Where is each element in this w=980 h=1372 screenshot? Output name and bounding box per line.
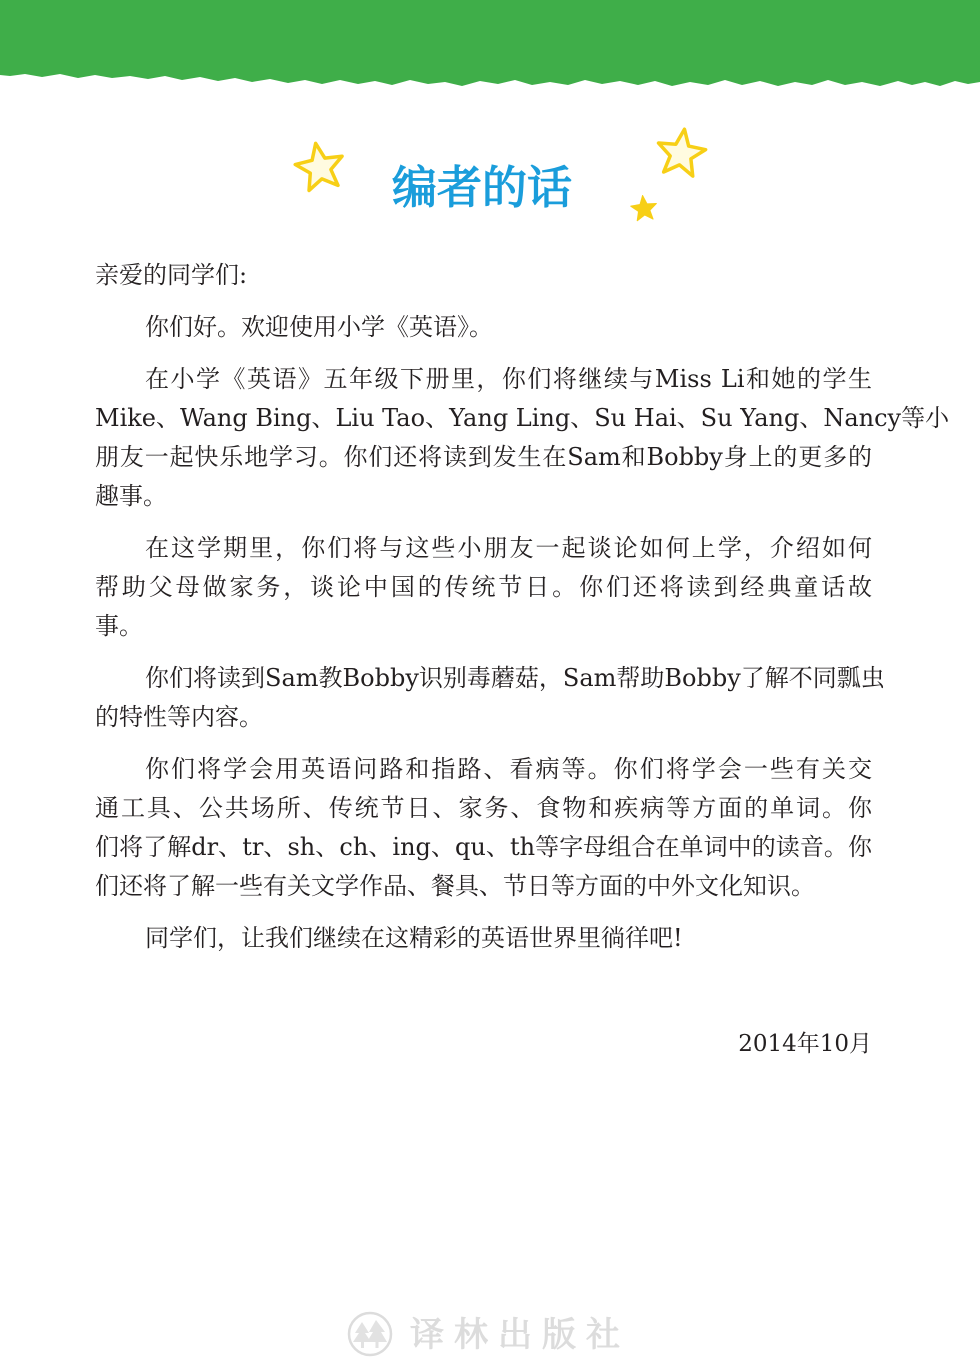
- paragraph-line: Mike、Wang Bing、Liu Tao、Yang Ling、Su Hai、Su Yang、Nancy等小: [95, 404, 950, 432]
- paragraph: [95, 919, 872, 958]
- star-outline-icon: [290, 138, 350, 198]
- paragraph-line: 通工具、公共场所、传统节日、家务、食物和疾病等方面的单词。你: [95, 794, 872, 822]
- paragraph: [95, 360, 950, 516]
- tree-emblem-icon: [345, 1309, 395, 1359]
- letter-body: [95, 256, 950, 958]
- paragraph-line: 朋友一起快乐地学习。你们还将读到发生在Sam和Bobby身上的更多的: [95, 443, 872, 471]
- publisher-name: 译林出版社: [410, 1315, 630, 1355]
- star-outline-icon: [651, 124, 711, 184]
- paragraph-line: 们将了解dr、tr、sh、ch、ing、qu、th等字母组合在单词中的读音。你: [95, 833, 872, 861]
- salutation: 亲爱的同学们:: [95, 261, 248, 289]
- page-title: 编者的话: [392, 161, 573, 214]
- paragraph-line: 你们好。欢迎使用小学《英语》。: [145, 313, 493, 341]
- paragraph-line: 你们将学会用英语问路和指路、看病等。你们将学会一些有关交: [145, 755, 872, 783]
- paragraph: [95, 308, 872, 347]
- paragraph-line: 你们将读到Sam教Bobby识别毒蘑菇，Sam帮助Bobby了解不同瓢虫: [145, 664, 885, 692]
- paragraph: [95, 659, 885, 737]
- paragraph-line: 同学们，让我们继续在这精彩的英语世界里徜徉吧!: [145, 924, 683, 952]
- paragraph-line: 帮助父母做家务，谈论中国的传统节日。你们还将读到经典童话故: [95, 573, 872, 601]
- paragraph-line: 在小学《英语》五年级下册里，你们将继续与Miss Li和她的学生: [145, 365, 872, 393]
- paragraph-line: 们还将了解一些有关文学作品、餐具、节日等方面的中外文化知识。: [95, 872, 815, 900]
- green-banner: [0, 0, 980, 95]
- paragraph-line: 事。: [95, 612, 143, 640]
- letter-date: 2014年10月: [738, 1031, 872, 1057]
- paragraph-line: 的特性等内容。: [95, 703, 263, 731]
- star-filled-icon: [629, 194, 659, 224]
- paragraph: [95, 750, 872, 906]
- paragraph: [95, 529, 872, 646]
- paragraph-line: 趣事。: [95, 482, 167, 510]
- paragraph-line: 在这学期里，你们将与这些小朋友一起谈论如何上学，介绍如何: [145, 534, 872, 562]
